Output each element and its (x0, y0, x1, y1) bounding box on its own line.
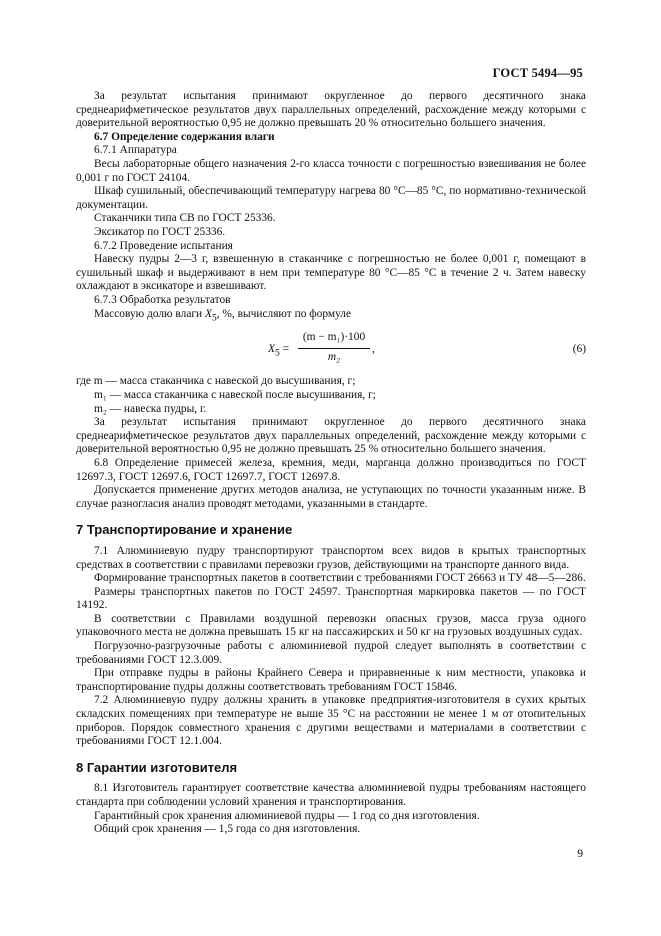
formula-numerator: (m − m₁)·100 (302, 331, 366, 344)
subsection-6-7-2: 6.7.2 Проведение испытания (94, 239, 233, 252)
page-number: 9 (577, 848, 583, 860)
paragraph-6-8: 6.8 Определение примесей железа, кремния, меди, марганца должно производиться по ГОСТ 12697.3, ГОСТ 12697.6, ГОСТ 12697.7, ГОСТ 12697.8. (76, 456, 586, 483)
paragraph-7-2: 7.2 Алюминиевую пудру должны хранить в упаковке предприятия-изготовителя в сухих крытых складских помещениях при температуре не выше 35 °С на расстоянии не менее 1 м от отопительных приборов. Порядок совместного хранения с другими веществами и материалами в соответствии с требованиями ГОСТ 12.1.004. (76, 694, 586, 748)
formula-denominator: m₂ (327, 351, 341, 364)
paragraph-air-transport: В соответствии с Правилами воздушной перевозки опасных грузов, масса груза одного упаковочного места не должна превышать 15 кг на пассажирских и 50 кг на грузовых воздушных судах. (76, 612, 586, 639)
paragraph-8-1: 8.1 Изготовитель гарантирует соответствие качества алюминиевой пудры требованиям настоящего стандарта при соблюдении условий хранения и транспортирования. (76, 782, 586, 808)
page-body (76, 90, 586, 837)
calc-variable: X (205, 307, 212, 320)
calc-variable-sub: 5 (211, 312, 217, 323)
subsection-6-7-3: 6.7.3 Обработка результатов (94, 293, 231, 306)
paragraph-desiccator: Эксикатор по ГОСТ 25336. (94, 225, 226, 238)
calc-intro-text: Массовую долю влаги (94, 307, 205, 320)
formula-number: (6) (572, 343, 586, 356)
paragraph-packet-sizes: Размеры транспортных пакетов по ГОСТ 24597. Транспортная маркировка пакетов — по ГОСТ 14192. (76, 585, 586, 612)
paragraph-scales: Весы лабораторные общего назначения 2-го класса точности с погрешностью взвешивания не более 0,001 г по ГОСТ 24104. (76, 157, 586, 184)
section-8-heading: 8 Гарантии изготовителя (76, 759, 238, 775)
paragraph-loading: Погрузочно-разгрузочные работы с алюминиевой пудрой следует выполнять в соответствии с требованиями ГОСТ 12.3.009. (76, 640, 586, 666)
paragraph-oven: Шкаф сушильный, обеспечивающий температуру нагрева 80 °С—85 °С, по нормативно-технической документации. (76, 185, 586, 211)
paragraph-total-storage: Общий срок хранения — 1,5 года со дня изготовления. (94, 823, 361, 836)
section-7-heading: 7 Транспортирование и хранение (76, 522, 293, 538)
paragraph-calc-intro (76, 308, 586, 326)
paragraph-other-methods: Допускается применение других методов анализа, не уступающих по точности указанным ниже. В случае разногласия анализ проводят методами, указанными в стандарте. (76, 484, 586, 510)
where-m2: m₂ — навеска пудры, г. (94, 402, 207, 415)
formula-6 (76, 329, 586, 373)
formula-equals: = (279, 343, 289, 356)
paragraph-far-north: При отправке пудры в районы Крайнего Севера и приравненные к ним местности, упаковка и транспортирование пудры должны соответствовать требованиям ГОСТ 15846. (76, 667, 586, 693)
where-m: где m — масса стаканчика с навеской до высушивания, г; (76, 375, 356, 388)
formula-lhs (268, 343, 289, 361)
paragraph-cups: Стаканчики типа СВ по ГОСТ 25336. (94, 212, 276, 225)
section-6-7-heading: 6.7 Определение содержания влаги (94, 130, 275, 143)
paragraph-result-25: За результат испытания принимают округленное до первого десятичного знака среднеарифметическое результатов двух параллельных определений, расхождение между которыми с доверительной вероятностью 0,95 не должно превышать 25 % относительно большего значения. (76, 416, 586, 456)
subsection-6-7-1: 6.7.1 Аппаратура (94, 144, 177, 157)
paragraph-result-20: За результат испытания принимают округленное до первого десятичного знака среднеарифметическое результатов двух параллельных определений, расхождение между которыми с доверительной вероятностью 0,95 не должно превышать 20 % относительно большего значения. (76, 90, 586, 130)
paragraph-packet-formation: Формирование транспортных пакетов в соответствии с требованиями ГОСТ 26663 и ТУ 48—5—286. (94, 572, 586, 585)
where-m1: m₁ — масса стаканчика с навеской после высушивания, г; (94, 388, 376, 401)
calc-intro-tail: , %, вычисляют по формуле (216, 307, 351, 320)
formula-comma: , (372, 343, 375, 356)
paragraph-procedure: Навеску пудры 2—3 г, взвешенную в стаканчике с погрешностью не более 0,001 г, помещают в сушильный шкаф и выдерживают в нем при температуре 80 °С—85 °С в течение 2 ч. Затем навеску охлаждают в эксикаторе и взвешивают. (76, 253, 586, 293)
standard-header: ГОСТ 5494—95 (492, 66, 583, 80)
formula-lhs-sub: 5 (274, 348, 280, 359)
paragraph-7-1: 7.1 Алюминиевую пудру транспортируют транспортом всех видов в крытых транспортных средствах в соответствии с правилами перевозки грузов, действующими на транспорте данного вида. (76, 544, 586, 571)
formula-fraction-bar (298, 348, 370, 349)
paragraph-warranty-period: Гарантийный срок хранения алюминиевой пудры — 1 год со дня изготовления. (94, 809, 480, 822)
formula-lhs-var: X (268, 343, 275, 356)
